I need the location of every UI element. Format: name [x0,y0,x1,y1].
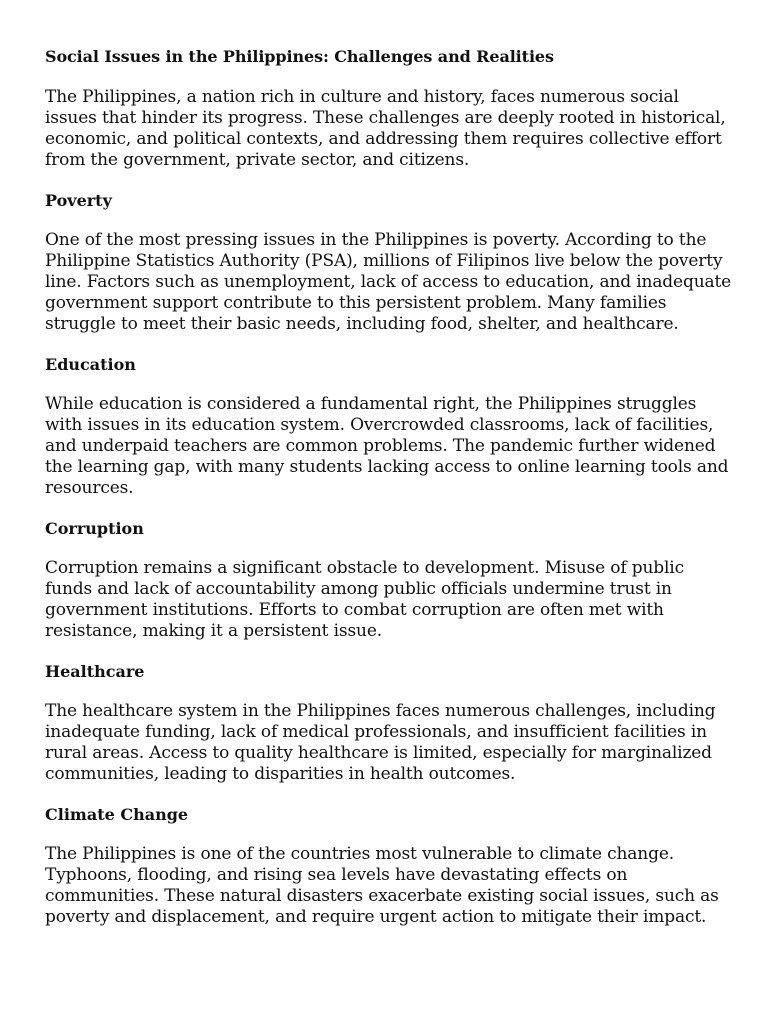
section-body: Corruption remains a significant obstacle to development. Misuse of public funds and lack of accountability among public officials undermine trust in government institutions. Efforts to combat corruption are often met with resistance, making it a persistent issue. [45,558,684,641]
document-page [45,46,735,947]
section-heading: Healthcare [45,662,145,681]
section-poverty [45,190,735,335]
section-heading: Climate Change [45,805,189,824]
section-climate-change [45,804,735,928]
section-heading: Corruption [45,519,144,538]
intro-paragraph: The Philippines, a nation rich in culture and history, faces numerous social issues that hinder its progress. These challenges are deeply rooted in historical, economic, and political contexts, and addressing them requires collective effort from the government, private sector, and citizens. [45,87,726,170]
section-body: While education is considered a fundamental right, the Philippines struggles with issues in its education system. Overcrowded classrooms, lack of facilities, and underpaid teachers are common problems. The pandemic further widened the learning gap, with many students lacking access to online learning tools and resources. [45,394,729,498]
section-healthcare [45,661,735,785]
section-body: One of the most pressing issues in the Philippines is poverty. According to the Philippine Statistics Authority (PSA), millions of Filipinos live below the poverty line. Factors such as unemployment, lack of access to education, and inadequate government support contribute to this persistent problem. Many families struggle to meet their basic needs, including food, shelter, and healthcare. [45,230,732,334]
section-heading: Education [45,355,136,374]
section-body: The healthcare system in the Philippines faces numerous challenges, including inadequate funding, lack of medical professionals, and insufficient facilities in rural areas. Access to quality healthcare is limited, especially for marginalized communities, leading to disparities in health outcomes. [45,701,716,784]
section-body: The Philippines is one of the countries most vulnerable to climate change. Typhoons, flooding, and rising sea levels have devastating effects on communities. These natural disasters exacerbate existing social issues, such as poverty and displacement, and require urgent action to mitigate their impact. [45,844,719,927]
section-heading: Poverty [45,191,112,210]
section-education [45,354,735,499]
section-corruption [45,518,735,642]
document-title: Social Issues in the Philippines: Challenges and Realities [45,47,554,66]
